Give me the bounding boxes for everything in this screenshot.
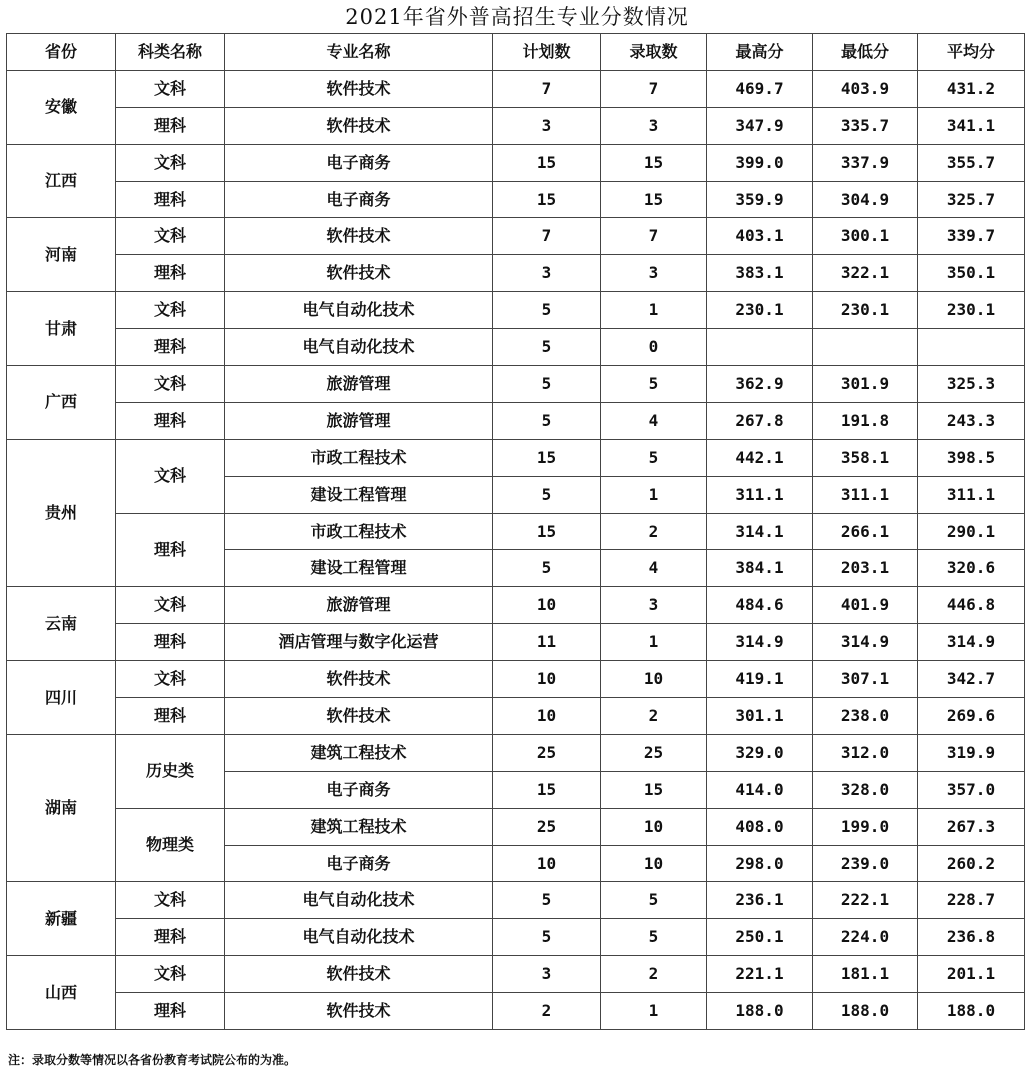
major-cell: 软件技术 (225, 70, 493, 107)
admitted-count-cell: 2 (601, 698, 707, 735)
plan-count-cell: 5 (493, 329, 601, 366)
admitted-count-cell: 25 (601, 734, 707, 771)
max-score-cell (707, 329, 813, 366)
table-row (7, 218, 1025, 255)
table-row (7, 402, 1025, 439)
table-row (7, 734, 1025, 771)
avg-score-cell: 431.2 (918, 70, 1025, 107)
province-cell: 安徽 (7, 70, 116, 144)
max-score-cell: 267.8 (707, 402, 813, 439)
plan-count-cell: 25 (493, 734, 601, 771)
plan-count-cell: 15 (493, 439, 601, 476)
avg-score-cell: 398.5 (918, 439, 1025, 476)
avg-score-cell: 269.6 (918, 698, 1025, 735)
avg-score-cell: 314.9 (918, 624, 1025, 661)
major-cell: 软件技术 (225, 107, 493, 144)
category-cell: 理科 (116, 329, 225, 366)
major-cell: 电气自动化技术 (225, 329, 493, 366)
max-score-cell: 347.9 (707, 107, 813, 144)
admitted-count-cell: 1 (601, 624, 707, 661)
major-cell: 软件技术 (225, 993, 493, 1030)
max-score-cell: 329.0 (707, 734, 813, 771)
plan-count-cell: 7 (493, 70, 601, 107)
max-score-cell: 301.1 (707, 698, 813, 735)
min-score-cell: 304.9 (813, 181, 918, 218)
admitted-count-cell: 5 (601, 919, 707, 956)
avg-score-cell: 355.7 (918, 144, 1025, 181)
province-cell: 四川 (7, 661, 116, 735)
category-cell: 文科 (116, 956, 225, 993)
header-category: 科类名称 (116, 34, 225, 71)
min-score-cell: 312.0 (813, 734, 918, 771)
major-cell: 旅游管理 (225, 587, 493, 624)
major-cell: 软件技术 (225, 255, 493, 292)
admitted-count-cell: 5 (601, 882, 707, 919)
avg-score-cell: 446.8 (918, 587, 1025, 624)
plan-count-cell: 25 (493, 808, 601, 845)
plan-count-cell: 5 (493, 550, 601, 587)
avg-score-cell: 260.2 (918, 845, 1025, 882)
category-cell: 理科 (116, 993, 225, 1030)
province-cell: 甘肃 (7, 292, 116, 366)
table-row (7, 993, 1025, 1030)
major-cell: 建设工程管理 (225, 550, 493, 587)
plan-count-cell: 5 (493, 919, 601, 956)
plan-count-cell: 3 (493, 956, 601, 993)
category-cell: 理科 (116, 181, 225, 218)
max-score-cell: 221.1 (707, 956, 813, 993)
plan-count-cell: 5 (493, 366, 601, 403)
max-score-cell: 314.1 (707, 513, 813, 550)
max-score-cell: 298.0 (707, 845, 813, 882)
min-score-cell: 188.0 (813, 993, 918, 1030)
plan-count-cell: 7 (493, 218, 601, 255)
avg-score-cell: 236.8 (918, 919, 1025, 956)
major-cell: 软件技术 (225, 218, 493, 255)
avg-score-cell: 319.9 (918, 734, 1025, 771)
category-cell: 理科 (116, 513, 225, 587)
table-row (7, 439, 1025, 476)
category-cell: 文科 (116, 292, 225, 329)
category-cell: 文科 (116, 144, 225, 181)
max-score-cell: 311.1 (707, 476, 813, 513)
major-cell: 电子商务 (225, 181, 493, 218)
major-cell: 电气自动化技术 (225, 882, 493, 919)
table-row (7, 624, 1025, 661)
table-row (7, 661, 1025, 698)
admitted-count-cell: 1 (601, 476, 707, 513)
max-score-cell: 414.0 (707, 771, 813, 808)
min-score-cell: 335.7 (813, 107, 918, 144)
major-cell: 旅游管理 (225, 366, 493, 403)
min-score-cell: 300.1 (813, 218, 918, 255)
max-score-cell: 442.1 (707, 439, 813, 476)
province-cell: 广西 (7, 366, 116, 440)
avg-score-cell: 188.0 (918, 993, 1025, 1030)
table-row (7, 956, 1025, 993)
page-title: 2021年省外普高招生专业分数情况 (345, 5, 689, 29)
major-cell: 电子商务 (225, 771, 493, 808)
table-row (7, 70, 1025, 107)
avg-score-cell: 357.0 (918, 771, 1025, 808)
min-score-cell: 238.0 (813, 698, 918, 735)
header-avg: 平均分 (918, 34, 1025, 71)
plan-count-cell: 10 (493, 698, 601, 735)
major-cell: 市政工程技术 (225, 513, 493, 550)
admitted-count-cell: 7 (601, 70, 707, 107)
table-row (7, 292, 1025, 329)
avg-score-cell: 350.1 (918, 255, 1025, 292)
category-cell: 理科 (116, 624, 225, 661)
table-row (7, 882, 1025, 919)
category-cell: 文科 (116, 661, 225, 698)
plan-count-cell: 15 (493, 181, 601, 218)
avg-score-cell (918, 329, 1025, 366)
admitted-count-cell: 5 (601, 366, 707, 403)
min-score-cell: 314.9 (813, 624, 918, 661)
max-score-cell: 362.9 (707, 366, 813, 403)
min-score-cell: 199.0 (813, 808, 918, 845)
admitted-count-cell: 0 (601, 329, 707, 366)
table-row (7, 513, 1025, 550)
province-cell: 湖南 (7, 734, 116, 882)
category-cell: 文科 (116, 439, 225, 513)
max-score-cell: 469.7 (707, 70, 813, 107)
plan-count-cell: 10 (493, 845, 601, 882)
plan-count-cell: 5 (493, 402, 601, 439)
max-score-cell: 188.0 (707, 993, 813, 1030)
avg-score-cell: 325.7 (918, 181, 1025, 218)
avg-score-cell: 290.1 (918, 513, 1025, 550)
min-score-cell: 311.1 (813, 476, 918, 513)
max-score-cell: 250.1 (707, 919, 813, 956)
table-row (7, 329, 1025, 366)
table-row (7, 255, 1025, 292)
avg-score-cell: 230.1 (918, 292, 1025, 329)
major-cell: 酒店管理与数字化运营 (225, 624, 493, 661)
min-score-cell: 230.1 (813, 292, 918, 329)
max-score-cell: 403.1 (707, 218, 813, 255)
admitted-count-cell: 15 (601, 181, 707, 218)
admitted-count-cell: 15 (601, 144, 707, 181)
table-row (7, 107, 1025, 144)
category-cell: 理科 (116, 402, 225, 439)
major-cell: 软件技术 (225, 956, 493, 993)
plan-count-cell: 3 (493, 255, 601, 292)
avg-score-cell: 243.3 (918, 402, 1025, 439)
province-cell: 云南 (7, 587, 116, 661)
plan-count-cell: 2 (493, 993, 601, 1030)
avg-score-cell: 267.3 (918, 808, 1025, 845)
admitted-count-cell: 2 (601, 513, 707, 550)
header-min: 最低分 (813, 34, 918, 71)
table-row (7, 181, 1025, 218)
plan-count-cell: 5 (493, 476, 601, 513)
max-score-cell: 314.9 (707, 624, 813, 661)
avg-score-cell: 311.1 (918, 476, 1025, 513)
min-score-cell: 239.0 (813, 845, 918, 882)
header-province: 省份 (7, 34, 116, 71)
header-max: 最高分 (707, 34, 813, 71)
category-cell: 文科 (116, 882, 225, 919)
admitted-count-cell: 3 (601, 107, 707, 144)
major-cell: 建筑工程技术 (225, 808, 493, 845)
major-cell: 电气自动化技术 (225, 292, 493, 329)
major-cell: 市政工程技术 (225, 439, 493, 476)
province-cell: 新疆 (7, 882, 116, 956)
header-major: 专业名称 (225, 34, 493, 71)
major-cell: 软件技术 (225, 661, 493, 698)
header-row (7, 34, 1025, 71)
admitted-count-cell: 3 (601, 255, 707, 292)
max-score-cell: 383.1 (707, 255, 813, 292)
admitted-count-cell: 7 (601, 218, 707, 255)
plan-count-cell: 3 (493, 107, 601, 144)
min-score-cell: 307.1 (813, 661, 918, 698)
avg-score-cell: 342.7 (918, 661, 1025, 698)
min-score-cell: 224.0 (813, 919, 918, 956)
table-row (7, 144, 1025, 181)
max-score-cell: 230.1 (707, 292, 813, 329)
admitted-count-cell: 4 (601, 402, 707, 439)
min-score-cell: 191.8 (813, 402, 918, 439)
category-cell: 文科 (116, 587, 225, 624)
table-row (7, 698, 1025, 735)
admitted-count-cell: 5 (601, 439, 707, 476)
admitted-count-cell: 3 (601, 587, 707, 624)
min-score-cell: 266.1 (813, 513, 918, 550)
max-score-cell: 236.1 (707, 882, 813, 919)
category-cell: 文科 (116, 366, 225, 403)
avg-score-cell: 325.3 (918, 366, 1025, 403)
plan-count-cell: 5 (493, 292, 601, 329)
max-score-cell: 384.1 (707, 550, 813, 587)
plan-count-cell: 15 (493, 144, 601, 181)
table-row (7, 919, 1025, 956)
plan-count-cell: 10 (493, 661, 601, 698)
table-body (7, 70, 1025, 1029)
min-score-cell: 337.9 (813, 144, 918, 181)
admitted-count-cell: 1 (601, 292, 707, 329)
major-cell: 软件技术 (225, 698, 493, 735)
category-cell: 文科 (116, 218, 225, 255)
admitted-count-cell: 10 (601, 845, 707, 882)
admitted-count-cell: 10 (601, 808, 707, 845)
plan-count-cell: 10 (493, 587, 601, 624)
admitted-count-cell: 15 (601, 771, 707, 808)
major-cell: 建筑工程技术 (225, 734, 493, 771)
min-score-cell: 203.1 (813, 550, 918, 587)
max-score-cell: 359.9 (707, 181, 813, 218)
header-admitted: 录取数 (601, 34, 707, 71)
avg-score-cell: 339.7 (918, 218, 1025, 255)
avg-score-cell: 320.6 (918, 550, 1025, 587)
province-cell: 贵州 (7, 439, 116, 587)
table-row (7, 587, 1025, 624)
min-score-cell: 401.9 (813, 587, 918, 624)
avg-score-cell: 201.1 (918, 956, 1025, 993)
min-score-cell (813, 329, 918, 366)
plan-count-cell: 5 (493, 882, 601, 919)
plan-count-cell: 11 (493, 624, 601, 661)
major-cell: 电子商务 (225, 144, 493, 181)
plan-count-cell: 15 (493, 513, 601, 550)
admitted-count-cell: 4 (601, 550, 707, 587)
min-score-cell: 301.9 (813, 366, 918, 403)
category-cell: 理科 (116, 919, 225, 956)
province-cell: 河南 (7, 218, 116, 292)
category-cell: 历史类 (116, 734, 225, 808)
admitted-count-cell: 10 (601, 661, 707, 698)
min-score-cell: 358.1 (813, 439, 918, 476)
footnote: 注：录取分数等情况以各省份教育考试院公布的为准。 (8, 1053, 297, 1067)
min-score-cell: 328.0 (813, 771, 918, 808)
major-cell: 电气自动化技术 (225, 919, 493, 956)
province-cell: 江西 (7, 144, 116, 218)
table-row (7, 366, 1025, 403)
province-cell: 山西 (7, 956, 116, 1030)
min-score-cell: 322.1 (813, 255, 918, 292)
header-plan: 计划数 (493, 34, 601, 71)
category-cell: 理科 (116, 107, 225, 144)
category-cell: 理科 (116, 698, 225, 735)
avg-score-cell: 228.7 (918, 882, 1025, 919)
major-cell: 电子商务 (225, 845, 493, 882)
category-cell: 理科 (116, 255, 225, 292)
major-cell: 旅游管理 (225, 402, 493, 439)
max-score-cell: 399.0 (707, 144, 813, 181)
min-score-cell: 222.1 (813, 882, 918, 919)
min-score-cell: 181.1 (813, 956, 918, 993)
major-cell: 建设工程管理 (225, 476, 493, 513)
plan-count-cell: 15 (493, 771, 601, 808)
score-table (6, 33, 1025, 1030)
category-cell: 文科 (116, 70, 225, 107)
admitted-count-cell: 2 (601, 956, 707, 993)
max-score-cell: 408.0 (707, 808, 813, 845)
min-score-cell: 403.9 (813, 70, 918, 107)
max-score-cell: 484.6 (707, 587, 813, 624)
avg-score-cell: 341.1 (918, 107, 1025, 144)
table-row (7, 808, 1025, 845)
admitted-count-cell: 1 (601, 993, 707, 1030)
category-cell: 物理类 (116, 808, 225, 882)
max-score-cell: 419.1 (707, 661, 813, 698)
